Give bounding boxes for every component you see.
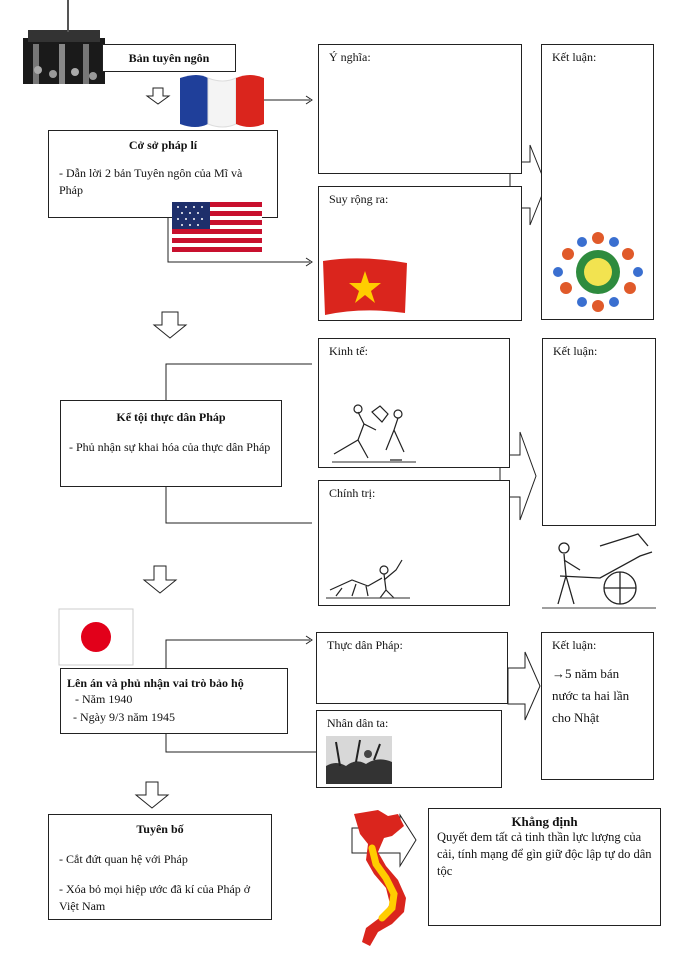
meaning-box	[318, 44, 522, 174]
condemn-title: Lên án và phủ nhận vai trò bảo hộ	[67, 676, 244, 690]
accuse-box	[60, 400, 282, 487]
affirm-title: Khẳng định	[511, 814, 578, 829]
conclusion-3-box	[541, 632, 654, 780]
legal-basis-title: Cở sở pháp lí	[128, 138, 198, 152]
condemn-item-1: - Năm 1940	[75, 692, 133, 706]
proclaim-item-2: - Xóa bỏ mọi hiệp ước đã kí của Pháp ở Việt Nam	[59, 882, 251, 913]
conclusion-2-box	[542, 338, 656, 526]
world-unity-icon	[548, 228, 648, 312]
vietnam-flag-icon	[321, 255, 409, 317]
proclaim-title: Tuyên bố	[136, 822, 184, 836]
economy-label: Kinh tế:	[329, 344, 368, 358]
economy-sketch	[328, 400, 420, 464]
condemn-box	[60, 668, 288, 734]
people-label: Nhân dân ta:	[327, 716, 389, 730]
politics-label: Chính trị:	[329, 486, 376, 500]
proclaim-item-1: - Cắt đứt quan hệ với Pháp	[59, 852, 188, 866]
condemn-item-2: - Ngày 9/3 năm 1945	[73, 710, 175, 724]
usa-flag-icon	[170, 198, 264, 260]
france-flag-icon	[178, 72, 266, 130]
declaration-title: Bản tuyên ngôn	[128, 51, 210, 65]
vietnam-map-icon	[348, 808, 422, 948]
japan-flag-icon	[58, 608, 134, 666]
accuse-text: - Phủ nhận sự khai hóa của thực dân Pháp	[69, 440, 271, 454]
french-colonial-label: Thực dân Pháp:	[327, 638, 403, 652]
conclusion-1-label: Kết luận:	[552, 50, 597, 64]
politics-sketch	[322, 540, 414, 600]
extension-label: Suy rộng ra:	[329, 192, 389, 206]
affirm-text: Quyết đem tất cả tinh thần lực lượng của cải, tính mạng để gìn giữ độc lập tự do dân tộc	[437, 830, 652, 878]
accuse-title: Kể tội thực dân Pháp	[116, 410, 226, 424]
crowd-photo	[23, 0, 105, 84]
affirm-box	[428, 808, 661, 926]
legal-basis-text: - Dẫn lời 2 bản Tuyên ngôn của Mĩ và Pháp	[59, 166, 243, 197]
proclaim-box	[48, 814, 272, 920]
conclusion-3-text: →5 năm bán nước ta hai lần cho Nhật	[552, 666, 630, 725]
meaning-label: Ý nghĩa:	[329, 50, 371, 64]
french-colonial-box	[316, 632, 508, 704]
people-photo	[326, 736, 392, 784]
rickshaw-sketch	[540, 526, 658, 610]
declaration-box	[102, 44, 236, 72]
conclusion-3-label: Kết luận:	[552, 638, 597, 652]
conclusion-2-label: Kết luận:	[553, 344, 598, 358]
